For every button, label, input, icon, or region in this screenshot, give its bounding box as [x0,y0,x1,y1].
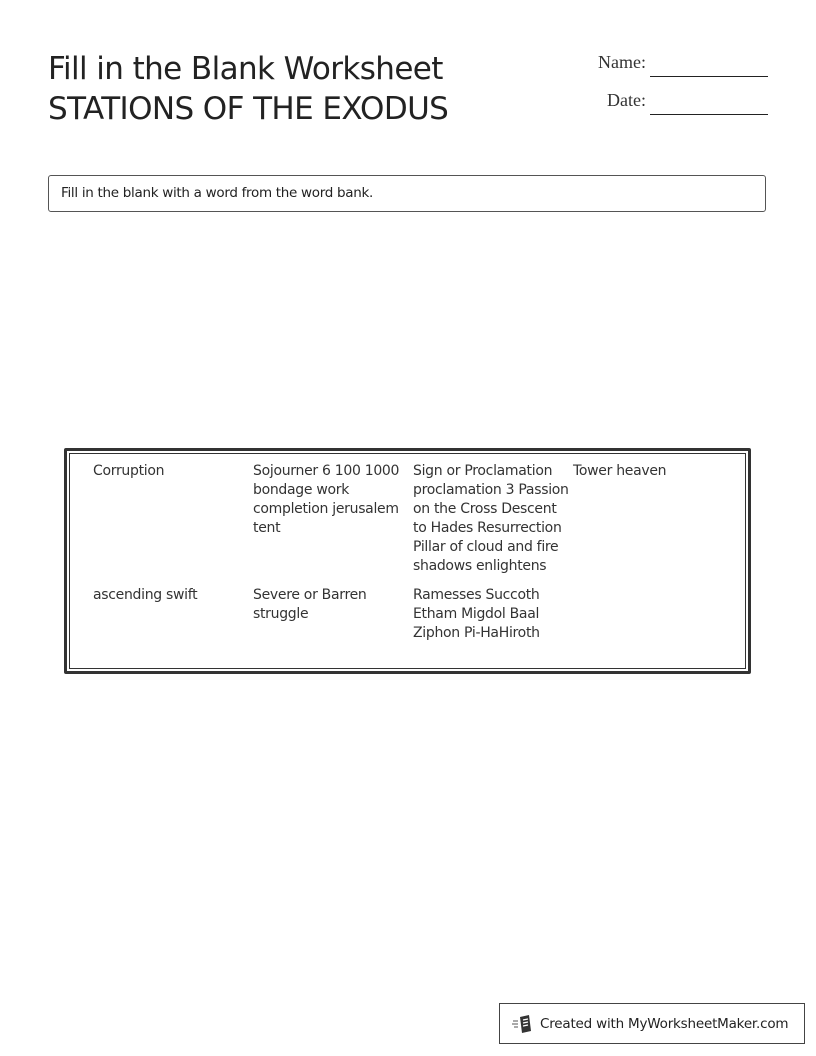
word-bank-grid [93,462,733,643]
date-label: Date: [607,90,646,110]
name-row [580,52,780,90]
student-info [580,52,780,128]
word-bank-cell: Corruption [93,463,165,479]
word-bank-cell [573,586,733,643]
worksheet-maker-logo-icon [512,1013,534,1035]
title-line-1: Fill in the Blank Worksheet [48,51,443,87]
name-label: Name: [598,52,646,72]
title-line-2: STATIONS OF THE EXODUS [48,91,449,127]
word-bank-cell: Severe or Barren struggle [253,587,367,622]
word-bank-cell: Tower heaven [573,463,667,479]
date-row [580,90,780,128]
word-bank-cell: Sojourner 6 100 1000 bondage work completion jerusalem tent [253,463,400,536]
word-bank-cell: Ramesses Succoth Etham Migdol Baal Ziphon Pi-HaHiroth [413,587,540,641]
footer-text: Created with MyWorksheetMaker.com [540,1015,789,1032]
name-blank-line[interactable] [650,76,768,77]
instructions-box: Fill in the blank with a word from the word bank. [48,175,766,212]
worksheet-title [48,49,448,129]
date-blank-line[interactable] [650,114,768,115]
word-bank [64,448,751,674]
created-with-badge[interactable] [499,1003,805,1044]
word-bank-cell: Sign or Proclamation proclamation 3 Passion on the Cross Descent to Hades Resurrection Pillar of cloud and fire shadows enlightens [413,463,569,574]
word-bank-cell: ascending swift [93,587,198,603]
